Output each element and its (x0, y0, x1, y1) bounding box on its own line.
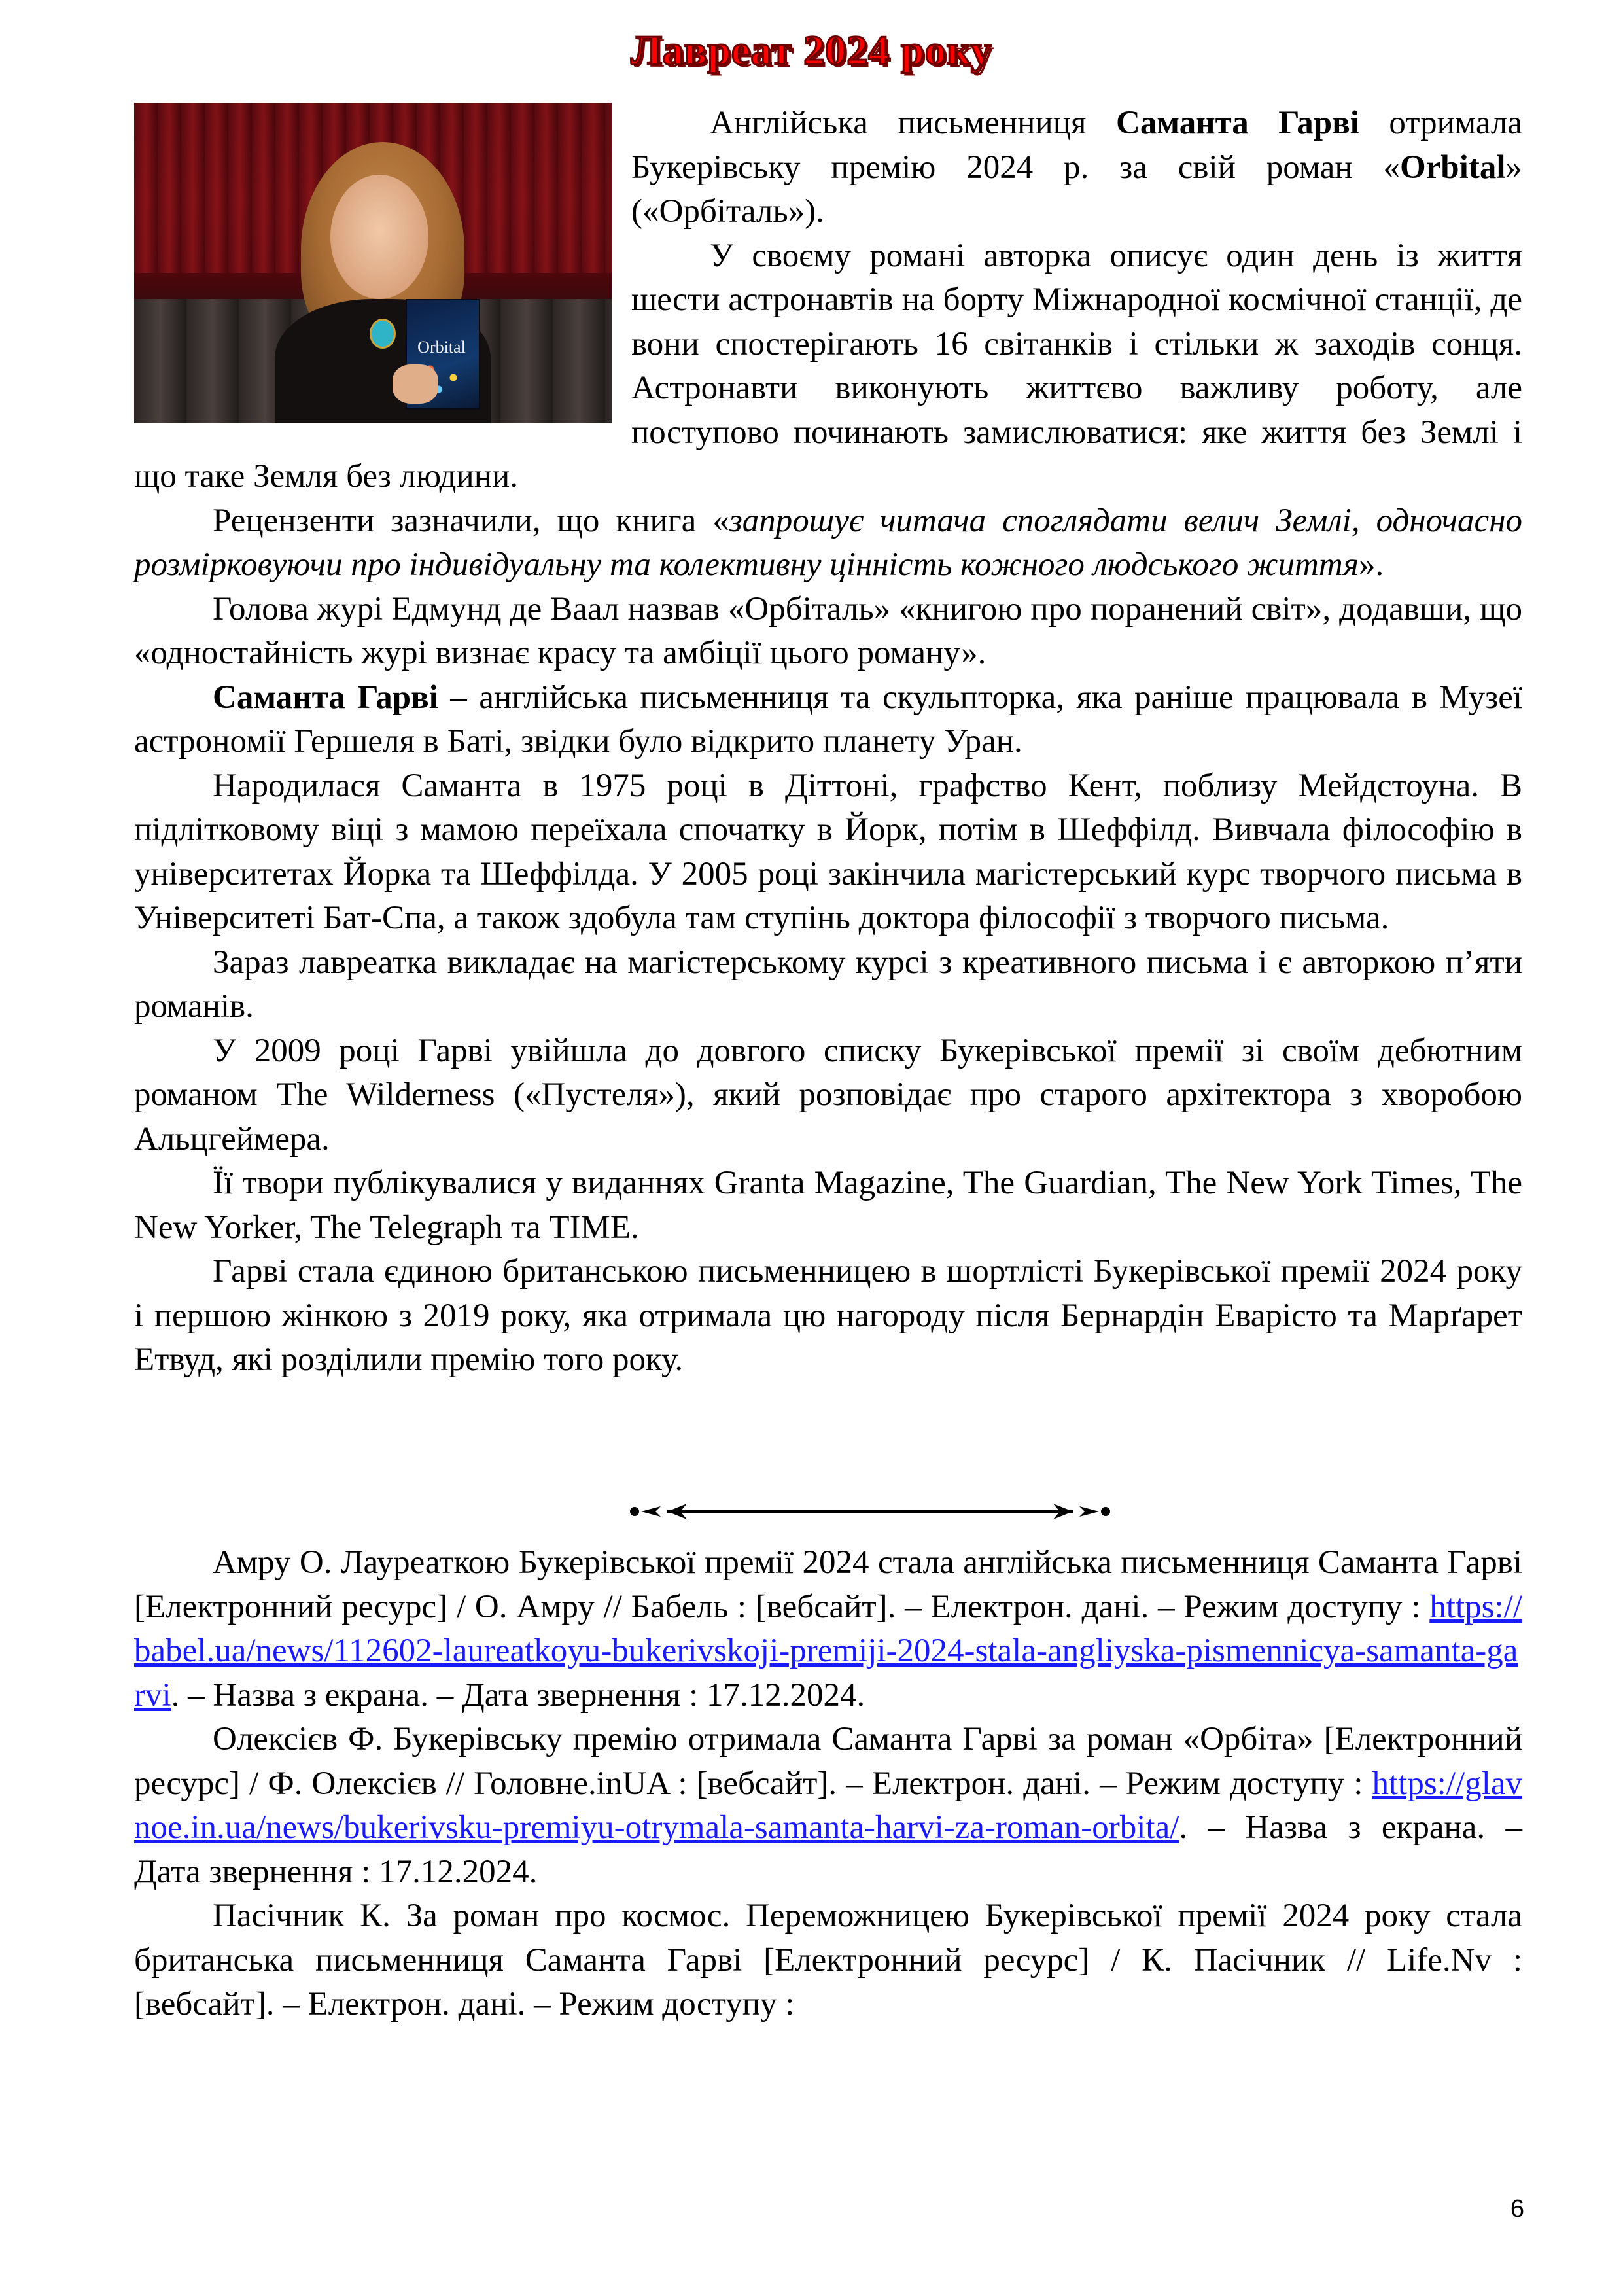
reference-text: Пасічник К. За роман про космос. Переможницею Букерівської премії 2024 року стала британська письменниця Саманта Гарві [Електронний ресурс] / К. Пасічник // Life.Nv : [вебсайт]. – Електрон. дані. – Режим доступу : (134, 1898, 1522, 2022)
p1-start: Англійська письменниця (710, 105, 1116, 141)
photo-book-title: Orbital (417, 338, 466, 357)
reference-item (134, 1718, 1522, 1894)
paragraph-2: У своєму романі авторка описує один день із життя шести астронавтів на борту Міжнародної космічної станції, де вони спостерігають 16 світанків і стільки ж заходів сонця. Астронавти виконують життєво важливу роботу, але поступово починають замислюватися: яке життя без Землі і що таке Земля без людини. (134, 237, 1522, 495)
reference-item (134, 1541, 1522, 1718)
ornamental-divider (621, 1498, 1119, 1525)
reference-suffix: . – Назва з екрана. – Дата звернення : 17.12.2024. (134, 1809, 1522, 1890)
reference-item (134, 1894, 1522, 2027)
author-photo (134, 103, 612, 423)
paragraph-8: У 2009 році Гарві увійшла до довгого списку Букерівської премії зі своїм дебютним романом The Wilderness («Пустеля»), який розповідає про старого архітектора з хворобою Альцгеймера. (134, 1032, 1522, 1157)
references-list (134, 1541, 1522, 2027)
paragraph-3 (134, 499, 1522, 588)
reference-link[interactable]: https://glavnoe.in.ua/news/bukerivsku-premiyu-otrymala-samanta-harvi-za-roman-orbita/ (134, 1765, 1522, 1846)
divider-ornament-icon (621, 1498, 1119, 1525)
reference-link[interactable]: https://babel.ua/news/112602-laureatkoyu-bukerivskoji-premiji-2024-stala-angliyska-pismennicya-samanta-garvi (134, 1588, 1522, 1714)
photo-pendant (370, 319, 396, 349)
paragraph-10: Гарві стала єдиною британською письменницею в шортлісті Букерівської премії 2024 року і першою жінкою з 2019 року, яка отримала цю нагороду після Бернардін Еварісто та Марґарет Етвуд, які розділили премію того року. (134, 1253, 1522, 1378)
page-number: 6 (1510, 2195, 1524, 2223)
paragraph-9: Її твори публікувалися у виданнях Granta Magazine, The Guardian, The New York Times, The New Yorker, The Telegraph та TIME. (134, 1165, 1522, 1246)
reference-text: Олексієв Ф. Букерівську премію отримала Саманта Гарві за роман «Орбіта» [Електронний ресурс] / Ф. Олексієв // Головне.inUA : [вебсайт]. – Електрон. дані. – Режим доступу : (134, 1721, 1522, 1802)
article-body (134, 101, 1522, 1383)
paragraph-7: Зараз лавреатка викладає на магістерському курсі з креативного письма і є авторкою п’яти романів. (134, 944, 1522, 1025)
p5-rest: – англійська письменниця та скульпторка, яка раніше працювала в Музеї астрономії Гершеля в Баті, звідки було відкрито планету Уран. (134, 679, 1522, 760)
paragraph-5 (134, 676, 1522, 764)
photo-hand (393, 364, 438, 404)
book-title: Orbital (1400, 149, 1506, 186)
author-name: Саманта Гарві (1115, 105, 1359, 141)
p1-end: » («Орбіталь»). (631, 149, 1522, 230)
photo-face (330, 175, 428, 299)
p1-mid: отримала Букерівську премію 2024 р. за свій роман « (631, 105, 1522, 186)
author-name-2: Саманта Гарві (213, 679, 438, 716)
p3-end: ». (1359, 546, 1384, 583)
review-quote: запрошує читача споглядати велич Землі, одночасно розмірковуючи про індивідуальну та колективну цінність кожного людського життя (134, 502, 1522, 583)
paragraph-4: Голова журі Едмунд де Ваал назвав «Орбіталь» «книгою про поранений світ», додавши, що «одностайність журі визнає красу та амбіції цього роману». (134, 590, 1522, 671)
reference-suffix: . – Назва з екрана. – Дата звернення : 17.12.2024. (171, 1676, 865, 1714)
paragraph-6: Народилася Саманта в 1975 році в Діттоні, графство Кент, поблизу Мейдстоуна. В підлітковому віці з мамою переїхала спочатку в Йорк, потім в Шеффілд. Вивчала філософію в університетах Йорка та Шеффілда. У 2005 році закінчила магістерський курс творчого письма в Університеті Бат-Спа, а також здобула там ступінь доктора філософії з творчого письма. (134, 767, 1522, 936)
page-title: Лавреат 2024 року (631, 27, 992, 73)
reference-text: Амру О. Лауреаткою Букерівської премії 2024 стала англійська письменниця Саманта Гарві [Електронний ресурс] / О. Амру // Бабель : [вебсайт]. – Електрон. дані. – Режим доступу : (134, 1544, 1522, 1625)
p3-start: Рецензенти зазначили, що книга « (213, 502, 729, 539)
